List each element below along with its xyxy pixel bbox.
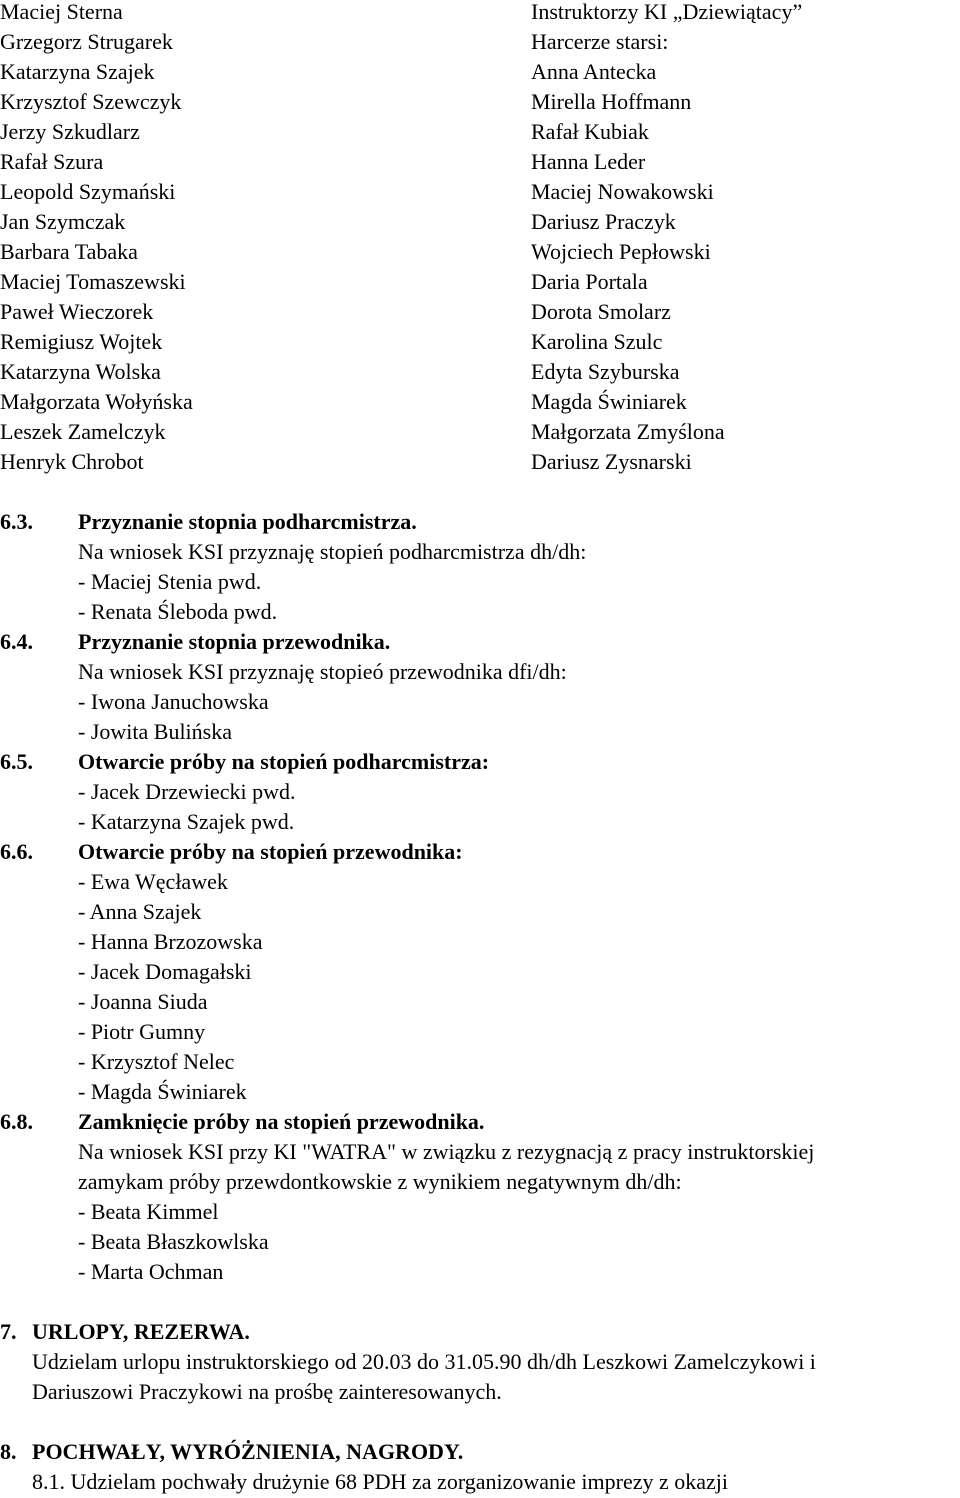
subsection-8-1 [0, 1467, 728, 1497]
section-number: 7. [0, 1319, 17, 1344]
section-number: 6.8. [0, 1109, 33, 1134]
list-item: - Beata Kimmel [78, 1199, 219, 1224]
list-item: Grzegorz Strugarek [0, 29, 173, 54]
list-item: - Joanna Siuda [78, 989, 208, 1014]
list-item: Hanna Leder [531, 149, 646, 174]
list-item: Dariusz Praczyk [531, 209, 676, 234]
list-item: - Ewa Węcławek [78, 869, 228, 894]
section-heading-6-5 [0, 747, 489, 777]
list-item: - Jowita Bulińska [78, 719, 232, 744]
list-item: Jerzy Szkudlarz [0, 119, 140, 144]
list-item: Remigiusz Wojtek [0, 329, 163, 354]
list-item: Anna Antecka [531, 59, 657, 84]
section-text: Na wniosek KSI przyznaję stopieó przewodnika dfi/dh: [78, 659, 567, 684]
list-item: Jan Szymczak [0, 209, 126, 234]
subsection-number: 8.1. [32, 1469, 65, 1494]
section-text: zamykam próby przewdontkowskie z wynikiem negatywnym dh/dh: [78, 1169, 682, 1194]
list-item: Rafał Kubiak [531, 119, 649, 144]
section-text: Udzielam urlopu instruktorskiego od 20.03 do 31.05.90 dh/dh Leszkowi Zamelczykowi i [32, 1349, 816, 1374]
list-item: Katarzyna Szajek [0, 59, 155, 84]
section-text: Na wniosek KSI przyznaję stopień podharcmistrza dh/dh: [78, 539, 587, 564]
list-item: Leszek Zamelczyk [0, 419, 166, 444]
list-item: Rafał Szura [0, 149, 104, 174]
section-text: Dariuszowi Praczykowi na prośbę zainteresowanych. [32, 1379, 502, 1404]
section-text: Na wniosek KSI przy KI "WATRA" w związku z rezygnacją z pracy instruktorskiej [78, 1139, 815, 1164]
section-number: 6.3. [0, 509, 33, 534]
list-item: Katarzyna Wolska [0, 359, 161, 384]
list-item: Mirella Hoffmann [531, 89, 692, 114]
section-heading-6-4 [0, 627, 390, 657]
section-heading-6-3 [0, 507, 417, 537]
list-item: Karolina Szulc [531, 329, 663, 354]
section-heading-8 [0, 1437, 463, 1467]
list-item: Dariusz Zysnarski [531, 449, 692, 474]
section-title: Przyznanie stopnia przewodnika. [78, 629, 391, 654]
list-item: Dorota Smolarz [531, 299, 671, 324]
list-item: - Marta Ochman [78, 1259, 224, 1284]
list-item: Henryk Chrobot [0, 449, 144, 474]
list-item: - Hanna Brzozowska [78, 929, 263, 954]
list-item: - Maciej Stenia pwd. [78, 569, 262, 594]
list-item: Małgorzata Zmyślona [531, 419, 725, 444]
section-title: Zamknięcie próby na stopień przewodnika. [78, 1109, 485, 1134]
list-item: Maciej Tomaszewski [0, 269, 186, 294]
list-item: Magda Świniarek [531, 389, 687, 414]
section-title: Otwarcie próby na stopień podharcmistrza: [78, 749, 490, 774]
section-number: 6.6. [0, 839, 33, 864]
list-subheading: Harcerze starsi: [531, 29, 669, 54]
list-item: Krzysztof Szewczyk [0, 89, 182, 114]
list-item: - Iwona Januchowska [78, 689, 269, 714]
list-item: Daria Portala [531, 269, 648, 294]
list-item: - Magda Świniarek [78, 1079, 247, 1104]
list-item: - Anna Szajek [78, 899, 202, 924]
section-number: 6.5. [0, 749, 33, 774]
list-item: Małgorzata Wołyńska [0, 389, 193, 414]
list-item: - Krzysztof Nelec [78, 1049, 235, 1074]
list-item: Wojciech Pepłowski [531, 239, 711, 264]
section-number: 8. [0, 1439, 17, 1464]
list-item: Maciej Nowakowski [531, 179, 714, 204]
list-item: Edyta Szyburska [531, 359, 680, 384]
list-item: - Katarzyna Szajek pwd. [78, 809, 295, 834]
list-item: Maciej Sterna [0, 0, 123, 24]
section-title: URLOPY, REZERWA. [32, 1319, 250, 1344]
section-title: Przyznanie stopnia podharcmistrza. [78, 509, 417, 534]
section-number: 6.4. [0, 629, 33, 654]
list-item: - Jacek Drzewiecki pwd. [78, 779, 296, 804]
section-heading-6-6 [0, 837, 463, 867]
list-item: - Jacek Domagałski [78, 959, 252, 984]
list-item: - Piotr Gumny [78, 1019, 206, 1044]
list-heading: Instruktorzy KI „Dziewiątacy” [531, 0, 803, 24]
list-item: Paweł Wieczorek [0, 299, 154, 324]
list-item: Leopold Szymański [0, 179, 176, 204]
list-item: - Beata Błaszkowlska [78, 1229, 269, 1254]
section-heading-7 [0, 1317, 250, 1347]
section-title: POCHWAŁY, WYRÓŻNIENIA, NAGRODY. [32, 1439, 464, 1464]
list-item: - Renata Śleboda pwd. [78, 599, 278, 624]
list-item: Barbara Tabaka [0, 239, 138, 264]
section-heading-6-8 [0, 1107, 484, 1137]
section-title: Otwarcie próby na stopień przewodnika: [78, 839, 463, 864]
subsection-text: Udzielam pochwały drużynie 68 PDH za zorganizowanie imprezy z okazji [70, 1469, 729, 1494]
